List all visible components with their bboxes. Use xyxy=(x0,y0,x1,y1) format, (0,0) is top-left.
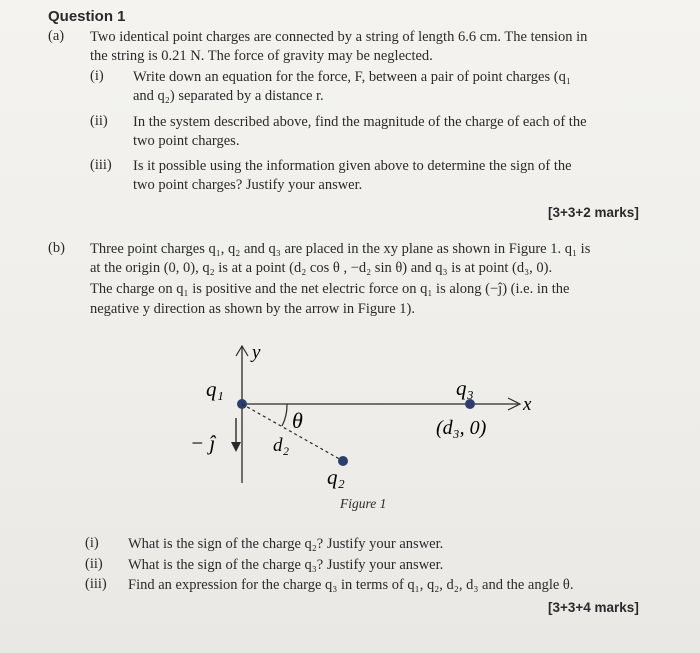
part-b-sub-iii-text: Find an expression for the charge q₃ in terms of q₁, q₂, d₂, d₃ and the angle θ. xyxy=(128,577,574,593)
part-a-intro-line-2: the string is 0.21 N. The force of gravity may be neglected. xyxy=(90,48,433,64)
q3-point xyxy=(465,399,475,409)
part-a-sub-ii-line-1: In the system described above, find the magnitude of the charge of each of the xyxy=(133,114,587,130)
part-a-sub-ii-label: (ii) xyxy=(90,113,108,129)
x-axis-label: x xyxy=(523,394,532,415)
part-b-sub-ii-text: What is the sign of the charge q₃? Justify your answer. xyxy=(128,557,444,573)
q1-label: q₁ xyxy=(206,377,224,401)
part-b-sub-iii-label: (iii) xyxy=(85,576,107,592)
part-b-marks: [3+3+4 marks] xyxy=(548,600,639,615)
part-b-sub-ii-label: (ii) xyxy=(85,556,103,572)
part-a-label: (a) xyxy=(48,28,65,44)
part-a-intro-line-1: Two identical point charges are connected by a string of length 6.6 cm. The tension in xyxy=(90,29,588,45)
theta-arc xyxy=(282,404,287,426)
q3-label: q₃ xyxy=(456,376,474,400)
part-b-intro-line-2: at the origin (0, 0), q₂ is at a point (d₂ cos θ , −d₂ sin θ) and q₃ is at point (d₃, 0). xyxy=(90,260,553,276)
part-b-intro-line-1: Three point charges q₁, q₂ and q₃ are placed in the xy plane as shown in Figure 1. q₁ is xyxy=(90,241,591,257)
part-a-marks: [3+3+2 marks] xyxy=(548,205,639,220)
figure-1-diagram xyxy=(180,338,560,518)
part-b-sub-i-text: What is the sign of the charge q₂? Justify your answer. xyxy=(128,536,444,552)
part-a-sub-i-line-2: and q₂) separated by a distance r. xyxy=(133,88,324,104)
part-b-label: (b) xyxy=(48,240,65,256)
y-axis-label: y xyxy=(252,342,261,363)
neg-j-arrowhead xyxy=(231,442,241,452)
figure-1-caption: Figure 1 xyxy=(340,496,387,511)
q2-label: q₂ xyxy=(327,465,345,489)
part-a-sub-i-label: (i) xyxy=(90,68,104,84)
question-title: Question 1 xyxy=(48,8,126,25)
part-a-sub-iii-line-1: Is it possible using the information given above to determine the sign of the xyxy=(133,158,572,174)
q3-coordinate: (d₃, 0) xyxy=(436,417,487,439)
part-b-intro-line-4: negative y direction as shown by the arrow in Figure 1). xyxy=(90,301,415,317)
part-b-intro-line-3: The charge on q₁ is positive and the net electric force on q₁ is along (−ĵ) (i.e. in the xyxy=(90,281,570,297)
part-b-sub-i-label: (i) xyxy=(85,535,99,551)
part-a-sub-iii-line-2: two point charges? Justify your answer. xyxy=(133,177,363,193)
part-a-sub-i-line-1: Write down an equation for the force, F, between a pair of point charges (q₁ xyxy=(133,69,571,85)
d2-label: d₂ xyxy=(273,435,290,456)
part-a-sub-ii-line-2: two point charges. xyxy=(133,133,240,149)
theta-label: θ xyxy=(292,408,303,433)
neg-j-label: − ĵ xyxy=(190,431,216,455)
part-a-sub-iii-label: (iii) xyxy=(90,157,112,173)
